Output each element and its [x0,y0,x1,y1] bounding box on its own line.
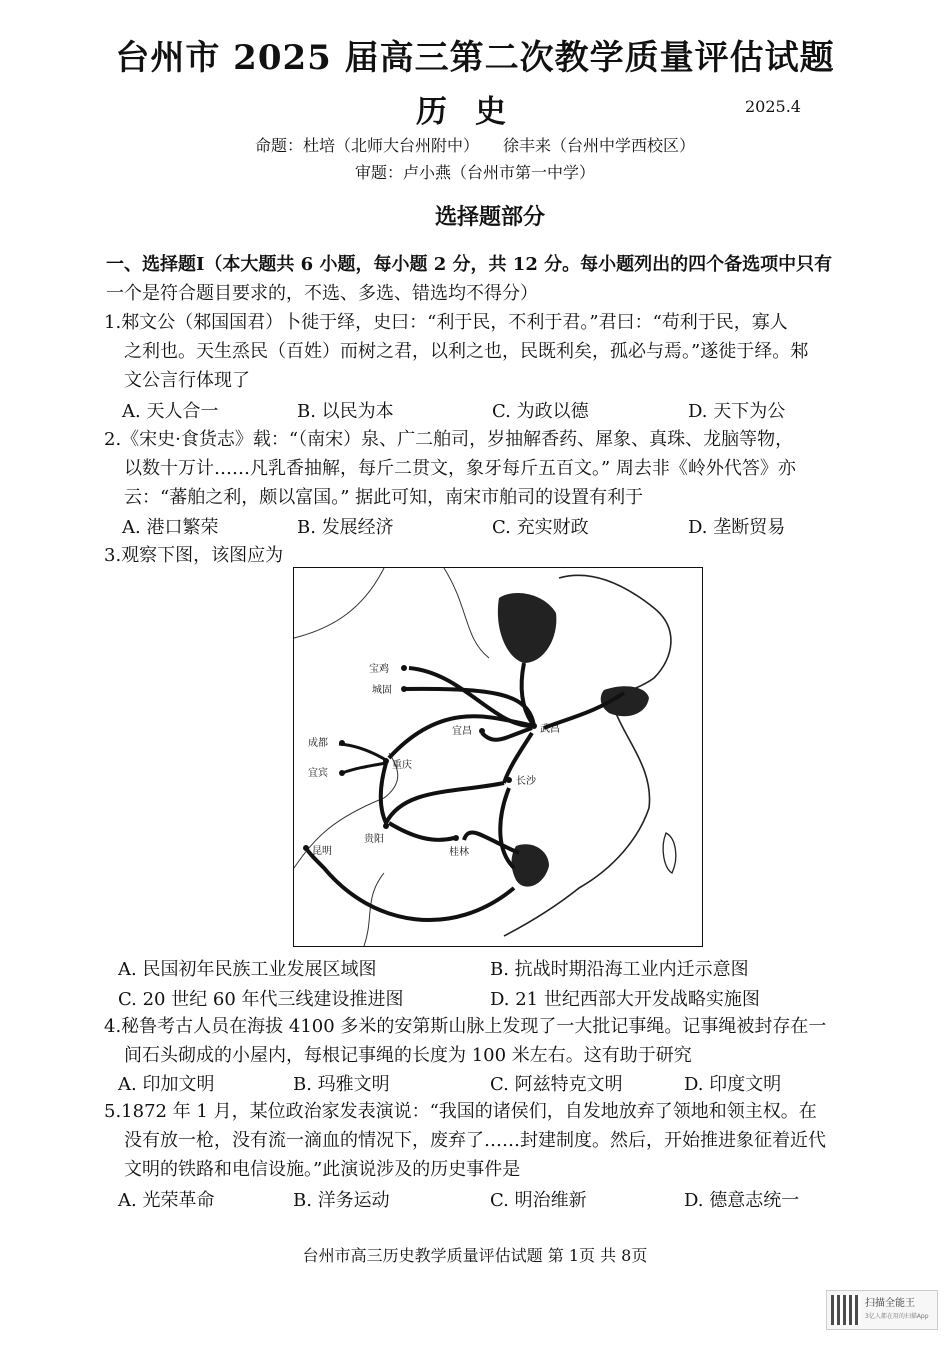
q1-option-a[interactable]: A. 天人合一 [122,401,219,422]
q4-line2: 间石头砌成的小屋内，每根记事绳的长度为 100 米左右。这有助于研究 [124,1045,692,1066]
question-4 [104,1012,876,1070]
city-dot [383,823,389,829]
map-label-guilin: 桂林 [449,847,469,858]
map-label-yichang: 宜昌 [452,726,472,737]
map-label-chongqing: 重庆 [392,760,412,771]
city-dot [401,665,407,671]
route-arrow [339,744,386,760]
map-label-guiyang: 贵阳 [364,834,384,845]
route-arrow [482,728,532,740]
q3-line1: 3.观察下图，该图应为 [104,545,284,566]
city-dot [303,845,309,851]
shaded-region-north [498,593,557,663]
q2-line1: 2.《宋史·食货志》载：“（南宋）泉、广二舶司，岁抽解香药、犀象、真珠、龙脑等物， [104,429,794,450]
qr-code-icon [831,1295,861,1325]
exam-date: 2025.4 [745,97,801,116]
city-dot [479,728,485,734]
map-label-wuchang: 武昌 [540,724,560,735]
q2-option-d[interactable]: D. 垄断贸易 [688,517,786,538]
q3-option-c[interactable]: C. 20 世纪 60 年代三线建设推进图 [118,989,404,1010]
q3-option-a[interactable]: A. 民国初年民族工业发展区域图 [118,959,377,980]
city-dot [531,723,537,729]
city-dot [401,686,407,692]
question-5 [104,1097,876,1184]
map-label-chenggu: 城固 [372,685,392,696]
route-arrow [342,763,386,773]
q5-option-b[interactable]: B. 洋务运动 [293,1190,390,1211]
question-2 [104,425,876,512]
route-arrow [464,832,519,853]
q5-option-a[interactable]: A. 光荣革命 [118,1190,215,1211]
section1-line2: 一个是符合题目要求的，不选、多选、错选均不得分） [106,283,538,304]
q4-line1: 4.秘鲁考古人员在海拔 4100 多米的安第斯山脉上发现了一大批记事绳。记事绳被封存在一 [104,1016,827,1037]
authors-line: 命题：杜培（北师大台州附中） 徐丰来（台州中学西校区） [254,136,695,155]
q5-line3: 文明的铁路和电信设施。”此演说涉及的历史事件是 [124,1159,521,1180]
section1-instructions [106,250,876,308]
subject-title: 历史 [416,94,534,130]
q2-line3: 云：“蕃舶之利，颇以富国。” 据此可知，南宋市舶司的设置有利于 [124,487,644,508]
city-dot [506,777,512,783]
q5-option-c[interactable]: C. 明治维新 [490,1190,587,1211]
exam-title: 台州市 2025 届高三第二次教学质量评估试题 [115,38,835,78]
q4-option-a[interactable]: A. 印加文明 [118,1074,215,1095]
map-svg [294,568,702,946]
route-arrow [389,823,454,840]
q1-option-d[interactable]: D. 天下为公 [688,401,786,422]
map-label-chengdu: 成都 [308,738,328,749]
route-arrow [386,783,504,823]
q1-option-c[interactable]: C. 为政以德 [492,401,589,422]
border-line [444,568,489,658]
q3-option-b[interactable]: B. 抗战时期沿海工业内迁示意图 [490,959,749,980]
border-line [294,568,384,638]
route-arrow [500,788,514,868]
q4-option-b[interactable]: B. 玛雅文明 [293,1074,390,1095]
route-arrow [381,763,386,823]
scanner-watermark [826,1290,938,1330]
q4-option-c[interactable]: C. 阿兹特克文明 [490,1074,623,1095]
q2-option-c[interactable]: C. 充实财政 [492,517,589,538]
relocation-map [293,567,703,947]
section-title: 选择题部分 [434,204,545,230]
city-dot [339,770,345,776]
map-label-kunming: 昆明 [312,846,332,857]
watermark-sub: 3亿人都在用的扫描App [865,1313,929,1320]
question-1 [104,308,876,395]
page-footer: 台州市高三历史教学质量评估试题 第 1页 共 8页 [302,1246,648,1265]
q1-line1: 1.邾文公（邾国国君）卜徙于绎，史曰：“利于民，不利于君。”君曰：“苟利于民，寡人 [104,312,788,333]
taiwan-outline [663,833,676,873]
route-arrow [306,848,514,920]
q1-line2: 之利也。天生烝民（百姓）而树之君，以利之也，民既利矣，孤必与焉。”遂徙于绎。邾 [124,341,809,362]
q5-option-d[interactable]: D. 德意志统一 [684,1190,800,1211]
watermark-label: 扫描全能王 [865,1298,915,1309]
q2-option-a[interactable]: A. 港口繁荣 [122,517,219,538]
city-dot [453,835,459,841]
city-dot [383,758,389,764]
q5-line2: 没有放一枪，没有流一滴血的情况下，废弃了……封建制度。然后，开始推进象征着近代 [124,1130,826,1151]
map-label-baoji: 宝鸡 [369,664,389,675]
section1-line1: 一、选择题Ⅰ（本大题共 6 小题，每小题 2 分，共 12 分。每小题列出的四个备选项中只有 [106,254,833,275]
q2-option-b[interactable]: B. 发展经济 [297,517,394,538]
q4-option-d[interactable]: D. 印度文明 [684,1074,782,1095]
city-dot [339,740,345,746]
q1-option-b[interactable]: B. 以民为本 [297,401,394,422]
q2-line2: 以数十万计……凡乳香抽解，每斤二贯文，象牙每斤五百文。” 周去非《岭外代答》亦 [124,458,796,479]
q3-option-d[interactable]: D. 21 世纪西部大开发战略实施图 [490,989,760,1010]
q1-line3: 文公言行体现了 [124,370,250,391]
q5-line1: 5.1872 年 1 月，某位政治家发表演说：“我国的诸侯们，自发地放弃了领地和领主权。在 [104,1101,817,1122]
map-label-yibin: 宜宾 [308,768,328,779]
map-label-changsha: 长沙 [516,776,536,787]
reviewer-line: 审题：卢小燕（台州市第一中学） [354,163,595,182]
